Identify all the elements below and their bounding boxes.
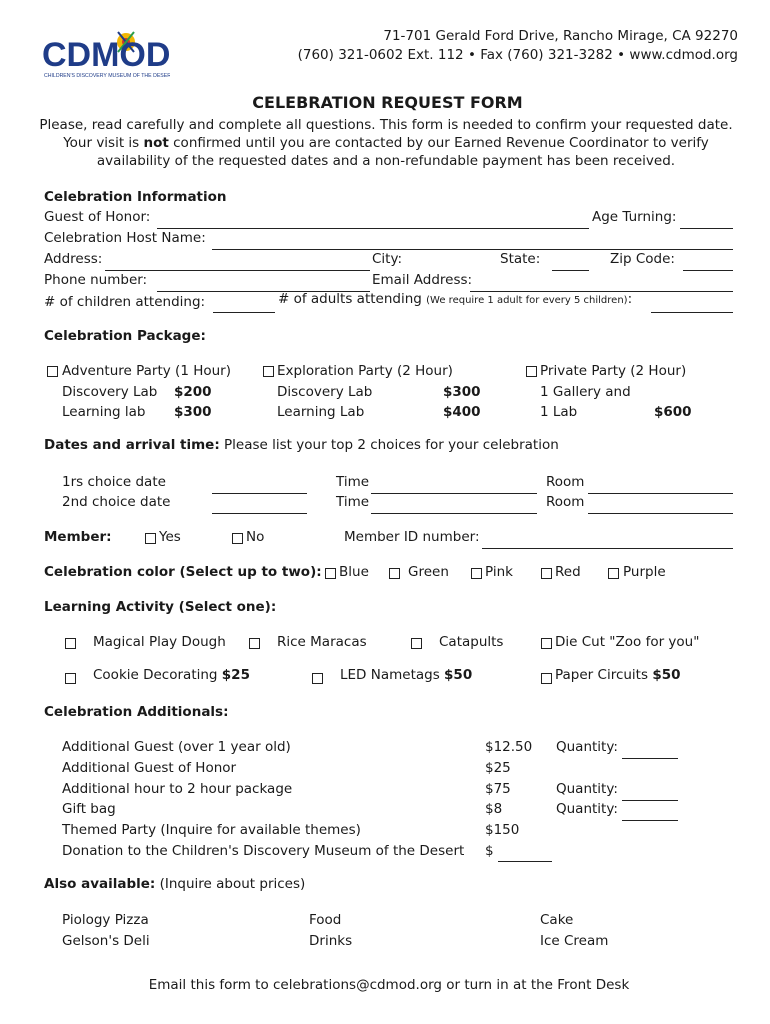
header-address: 71-701 Gerald Ford Drive, Rancho Mirage, CA 92270 (383, 28, 738, 44)
guest-of-honor-label: Guest of Honor: (44, 209, 151, 225)
address-label: Address: (44, 251, 103, 267)
first-choice-room-field[interactable] (588, 493, 733, 494)
color-blue-checkbox[interactable] (325, 568, 336, 579)
also-item: Piology Pizza (62, 912, 149, 928)
intro-line-2-bold: not (143, 135, 169, 151)
additionals-heading: Celebration Additionals: (44, 704, 229, 720)
activity-led-checkbox[interactable] (312, 673, 323, 684)
activity-catapults-label: Catapults (439, 634, 504, 650)
city-label: City: (372, 251, 403, 267)
intro-line-3: availability of the requested dates and a non-refundable payment has been received. (96, 153, 676, 169)
additional-guest-qty-field[interactable] (622, 758, 678, 759)
activity-paper-circuits-name: Paper Circuits (555, 667, 653, 683)
first-choice-label: 1rs choice date (62, 474, 166, 490)
package-exploration-checkbox[interactable] (263, 366, 274, 377)
dates-heading-text: Please list your top 2 choices for your celebration (219, 437, 559, 453)
adults-colon: : (627, 291, 633, 307)
package-private-line-2: 1 Lab (540, 404, 578, 420)
zip-field[interactable] (683, 270, 733, 271)
activity-paper-circuits-checkbox[interactable] (541, 673, 552, 684)
color-label: Celebration color (Select up to two): (44, 564, 322, 580)
host-name-field[interactable] (212, 249, 733, 250)
additional-item-name: Additional hour to 2 hour package (62, 781, 293, 797)
additional-item-name: Gift bag (62, 801, 116, 817)
email-label: Email Address: (372, 272, 473, 288)
adults-label (278, 293, 632, 307)
member-no-checkbox[interactable] (232, 533, 243, 544)
activity-die-cut-label: Die Cut "Zoo for you" (555, 634, 700, 650)
member-id-label: Member ID number: (344, 529, 480, 545)
also-item: Ice Cream (540, 933, 609, 949)
host-name-label: Celebration Host Name: (44, 230, 206, 246)
cdmod-logo (40, 28, 170, 80)
children-label: # of children attending: (44, 294, 206, 310)
additional-item-price: $12.50 (485, 739, 533, 755)
second-choice-room-field[interactable] (588, 513, 733, 514)
color-red-checkbox[interactable] (541, 568, 552, 579)
activity-cookie-label (93, 669, 250, 683)
activity-rice-maracas-label: Rice Maracas (277, 634, 367, 650)
activity-cookie-price: $25 (221, 667, 250, 683)
footer-instructions: Email this form to celebrations@cdmod.org or turn in at the Front Desk (148, 977, 630, 993)
second-choice-room-label: Room (546, 494, 585, 510)
info-heading: Celebration Information (44, 189, 227, 205)
first-choice-room-label: Room (546, 474, 585, 490)
also-item: Cake (540, 912, 574, 928)
intro-line-2-pre: Your visit is (63, 135, 144, 151)
additional-item-name: Donation to the Children's Discovery Museum of the Desert (62, 843, 465, 859)
activity-play-dough-checkbox[interactable] (65, 638, 76, 649)
logo-subtitle: CHILDREN'S DISCOVERY MUSEUM OF THE DESERT (44, 73, 170, 79)
package-heading: Celebration Package: (44, 328, 206, 344)
additional-item-qty-label: Quantity: (556, 781, 618, 797)
package-adventure-line-1: Discovery Lab (62, 384, 158, 400)
children-field[interactable] (213, 312, 275, 313)
intro-line-2 (0, 137, 770, 151)
activity-paper-circuits-price: $50 (652, 667, 681, 683)
additional-item-price: $150 (485, 822, 520, 838)
adults-note: (We require 1 adult for every 5 children) (426, 295, 628, 306)
additional-item-price: $75 (485, 781, 511, 797)
dates-heading (44, 439, 559, 453)
zip-label: Zip Code: (610, 251, 675, 267)
additional-item-price: $25 (485, 760, 511, 776)
also-item: Gelson's Deli (62, 933, 150, 949)
second-choice-date-field[interactable] (212, 513, 307, 514)
email-field[interactable] (470, 291, 733, 292)
package-adventure-price-2: $300 (174, 404, 212, 420)
activity-led-name: LED Nametags (340, 667, 445, 683)
header-contact: (760) 321-0602 Ext. 112 • Fax (760) 321-3282 • www.cdmod.org (297, 47, 738, 63)
intro-line-2-post: confirmed until you are contacted by our Earned Revenue Coordinator to verify (168, 135, 709, 151)
address-field[interactable] (105, 270, 370, 271)
form-title: CELEBRATION REQUEST FORM (252, 93, 523, 112)
member-label: Member: (44, 529, 112, 545)
guest-of-honor-field[interactable] (157, 228, 589, 229)
member-no-label: No (246, 529, 265, 545)
second-choice-label: 2nd choice date (62, 494, 171, 510)
additional-item-price: $8 (485, 801, 503, 817)
package-exploration-line-1: Discovery Lab (277, 384, 373, 400)
member-yes-label: Yes (159, 529, 181, 545)
package-adventure-price-1: $200 (174, 384, 212, 400)
package-exploration-price-1: $300 (443, 384, 481, 400)
color-red-label: Red (555, 564, 581, 580)
first-choice-time-label: Time (336, 474, 370, 490)
member-yes-checkbox[interactable] (145, 533, 156, 544)
age-turning-field[interactable] (680, 228, 733, 229)
phone-label: Phone number: (44, 272, 148, 288)
activity-cookie-checkbox[interactable] (65, 673, 76, 684)
activity-cookie-name: Cookie Decorating (93, 667, 222, 683)
age-turning-label: Age Turning: (592, 209, 677, 225)
additional-item-qty-label: Quantity: (556, 801, 618, 817)
dates-heading-bold: Dates and arrival time: (44, 437, 220, 453)
donation-amount-field[interactable] (498, 861, 552, 862)
package-adventure-line-2: Learning lab (62, 404, 146, 420)
also-heading (44, 878, 305, 892)
package-exploration-line-2: Learning Lab (277, 404, 365, 420)
activity-catapults-checkbox[interactable] (411, 638, 422, 649)
second-choice-time-field[interactable] (371, 513, 537, 514)
additional-item-name: Additional Guest of Honor (62, 760, 237, 776)
activity-led-label (340, 669, 472, 683)
package-private-checkbox[interactable] (526, 366, 537, 377)
package-adventure-checkbox[interactable] (47, 366, 58, 377)
package-exploration-title: Exploration Party (2 Hour) (277, 363, 453, 379)
also-item: Drinks (309, 933, 353, 949)
color-green-label: Green (408, 564, 449, 580)
state-label: State: (500, 251, 541, 267)
activity-paper-circuits-label (555, 669, 681, 683)
first-choice-time-field[interactable] (371, 493, 537, 494)
member-id-field[interactable] (482, 548, 733, 549)
additional-item-qty-label: Quantity: (556, 739, 618, 755)
gift-bag-qty-field[interactable] (622, 820, 678, 821)
adults-field[interactable] (651, 312, 733, 313)
package-private-price: $600 (654, 404, 692, 420)
also-heading-text: (Inquire about prices) (155, 876, 306, 892)
color-pink-label: Pink (485, 564, 513, 580)
state-field[interactable] (552, 270, 589, 271)
package-adventure-title: Adventure Party (1 Hour) (62, 363, 231, 379)
activity-rice-maracas-checkbox[interactable] (249, 638, 260, 649)
activity-die-cut-checkbox[interactable] (541, 638, 552, 649)
additional-item-price: $ (485, 843, 494, 859)
color-purple-checkbox[interactable] (608, 568, 619, 579)
additional-item-name: Themed Party (Inquire for available themes) (62, 822, 361, 838)
activity-label: Learning Activity (Select one): (44, 599, 277, 615)
activity-led-price: $50 (444, 667, 473, 683)
adults-label-text: # of adults attending (278, 291, 422, 307)
color-pink-checkbox[interactable] (471, 568, 482, 579)
intro-line-1: Please, read carefully and complete all questions. This form is needed to confirm your requested date. (39, 117, 733, 133)
package-exploration-price-2: $400 (443, 404, 481, 420)
color-green-checkbox[interactable] (389, 568, 400, 579)
logo-wordmark: CDMOD (42, 36, 170, 74)
additional-item-name: Additional Guest (over 1 year old) (62, 739, 291, 755)
also-heading-bold: Also available: (44, 876, 156, 892)
additional-hour-qty-field[interactable] (622, 800, 678, 801)
also-item: Food (309, 912, 342, 928)
activity-play-dough-label: Magical Play Dough (93, 634, 226, 650)
second-choice-time-label: Time (336, 494, 370, 510)
package-private-line-1: 1 Gallery and (540, 384, 631, 400)
package-private-title: Private Party (2 Hour) (540, 363, 687, 379)
first-choice-date-field[interactable] (212, 493, 307, 494)
color-purple-label: Purple (623, 564, 666, 580)
color-blue-label: Blue (339, 564, 369, 580)
